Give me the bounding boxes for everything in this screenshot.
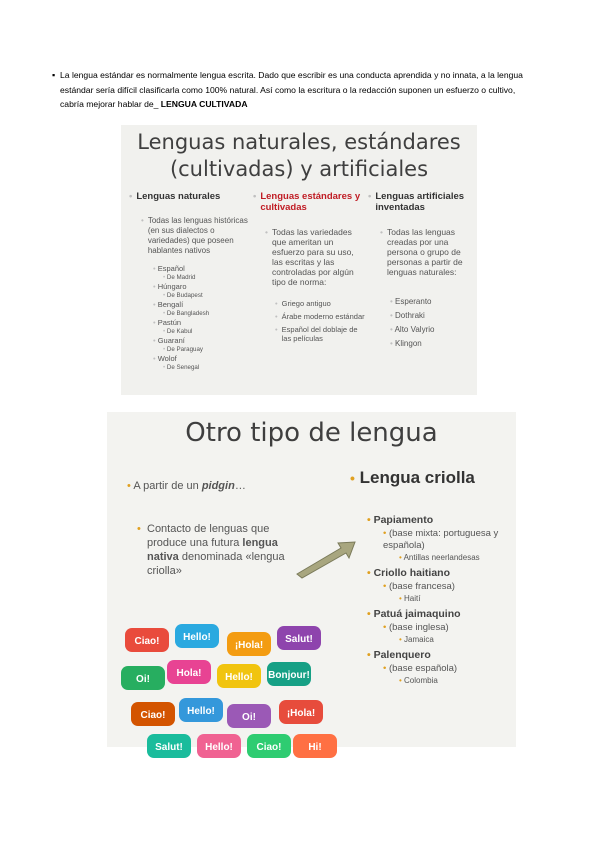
col3-items [390, 295, 474, 351]
lang-name: Húngaro [157, 282, 187, 291]
speech-bubble [147, 734, 191, 758]
pidgin-bullet: • A partir de un pidgin… [127, 480, 246, 492]
lang-item [153, 264, 254, 273]
bullet-icon: • [383, 581, 389, 592]
speech-bubble [267, 662, 311, 686]
bullet-icon: • [390, 339, 396, 348]
pidgin-suffix: … [234, 480, 246, 492]
bullet-icon: • [153, 300, 158, 309]
slide1-title-line2: (cultivadas) y artificiales [169, 157, 429, 181]
estandar-name: Español del doblaje de las películas [281, 325, 358, 343]
creole-name [367, 649, 517, 661]
artificial-item [390, 337, 474, 351]
contacto-part1: Contacto de lenguas que produce una futura [147, 523, 270, 549]
artificial-name: Dothraki [395, 311, 425, 320]
slide-otro-tipo [107, 412, 516, 753]
hello-bubbles-image [117, 622, 327, 753]
contacto-part2: denominada «lengua criolla» [147, 551, 285, 577]
contacto-text: • Contacto de lenguas que produce una futura lengua nativa denominada «lengua criolla» [137, 523, 285, 577]
artificial-name: Klingon [395, 339, 422, 348]
creole-base [383, 581, 517, 593]
bullet-icon: • [367, 514, 374, 526]
creole-place-text: Haití [404, 594, 421, 603]
bullet-icon: • [153, 264, 158, 273]
creole-base [383, 663, 517, 675]
svg-text:Hi!: Hi! [308, 742, 322, 753]
place-name: De Paraguay [166, 346, 204, 353]
speech-bubble [279, 700, 323, 724]
estandar-item [275, 325, 366, 343]
bullet-icon: • [383, 663, 389, 674]
lang-item [153, 318, 254, 327]
col1-desc: Todas las lenguas históricas (en sus dialectos o variedades) que poseen hablantes nativos [147, 216, 248, 255]
lengua-nativa: lengua nativa [147, 537, 278, 563]
pidgin-prefix: A partir de un [133, 480, 202, 492]
svg-text:Bonjour!: Bonjour! [268, 670, 310, 681]
bullet-icon: • [163, 328, 167, 335]
creole-name [367, 608, 517, 620]
svg-text:¡Hola!: ¡Hola! [234, 640, 264, 651]
lang-name: Wolof [157, 354, 177, 363]
bullet-icon: • [390, 297, 396, 306]
bullet-icon: • [163, 346, 167, 353]
svg-text:Salut!: Salut! [285, 634, 313, 645]
speech-bubble [197, 734, 241, 758]
bullet-icon: • [367, 649, 374, 661]
bullet-icon: • [163, 310, 167, 317]
place-name: De Madrid [166, 274, 196, 281]
intro-bold: LENGUA CULTIVADA [160, 99, 248, 109]
creole-name-text: Patuá jaimaquino [373, 608, 461, 620]
svg-text:Hello!: Hello! [183, 632, 211, 643]
speech-bubble [247, 734, 291, 758]
bullet-icon: • [275, 325, 278, 334]
estandar-name: Griego antiguo [281, 299, 331, 308]
speech-bubble [277, 626, 321, 650]
speech-bubble [175, 624, 219, 648]
svg-text:Hello!: Hello! [187, 706, 215, 717]
svg-text:Salut!: Salut! [155, 742, 183, 753]
col-estandares: • Lenguas estándares y cultivadas • Todas las variedades que ameritan un esfuerzo para su uso, las escritas y las controladas por algún tipo de norma: • Griego antiguo • Árabe moderno estándar • Español del doblaje de las películas [253, 191, 365, 343]
creole-name [367, 514, 517, 526]
lang-place [163, 363, 254, 372]
svg-text:Oi!: Oi! [136, 674, 150, 685]
estandar-name: Árabe moderno estándar [281, 312, 365, 321]
creole-place-text: Jamaica [404, 635, 434, 644]
lang-name: Bengalí [157, 300, 184, 309]
bullet-icon: • [399, 594, 405, 603]
speech-bubble [121, 666, 165, 690]
lengua-criolla-heading: • Lengua criolla [350, 468, 475, 487]
estandar-item [275, 299, 366, 308]
creole-place-text: Colombia [404, 676, 438, 685]
col-naturales: • Lenguas naturales • Todas las lenguas históricas (en sus dialectos o variedades) que poseen hablantes nativos • Español • De Madrid • Húngaro • De Budapest • Bengalí • De Bangladesh • Pastún • De Kabul • Guaraní • De Paraguay • Wolof • De Senegal [129, 191, 254, 372]
creoles-list [367, 514, 517, 690]
creole-base-text: (base mixta: portuguesa y española) [383, 528, 499, 551]
bullet-icon: • [390, 311, 396, 320]
bullet-icon: • [163, 292, 167, 299]
col3-heading: Lenguas artificiales inventadas [375, 191, 465, 213]
intro-text: La lengua estándar es normalmente lengua escrita. Dado que escribir es una conducta aprendida y no innata, a la lengua estándar sería difícil clasificarla como 100% natural. Así como la escritura o la redacción suponen un esfuerzo o cultivo, cabría mejorar hablar de_ [60, 70, 523, 109]
col1-items [153, 264, 254, 372]
col-artificiales: • Lenguas artificiales inventadas • Todas las lenguas creadas por una persona o grupo de personas a partir de lenguas naturales: • Esperanto • Dothraki • Alto Valyrio • Klingon [368, 191, 474, 351]
speech-bubble [217, 664, 261, 688]
artificial-name: Alto Valyrio [394, 325, 435, 334]
svg-text:¡Hola!: ¡Hola! [286, 708, 316, 719]
speech-bubble [131, 702, 175, 726]
speech-bubble [227, 704, 271, 728]
pidgin-word: pidgin [201, 480, 235, 492]
creole-name-text: Palenquero [373, 649, 431, 661]
bullet-icon: • [163, 364, 167, 371]
bullet-icon: • [153, 354, 158, 363]
bullet-icon: • [275, 312, 278, 321]
place-name: De Senegal [166, 364, 200, 371]
bullet-icon: • [367, 567, 374, 579]
bullet-icon: • [163, 274, 167, 281]
slide2-title: Otro tipo de lengua [185, 418, 438, 448]
lang-place [163, 309, 254, 318]
col3-desc: Todas las lenguas creadas por una persona o grupo de personas a partir de lenguas naturales: [386, 227, 463, 277]
criolla-heading-text: Lengua criolla [359, 468, 475, 487]
col2-desc: Todas las variedades que ameritan un esfuerzo para su uso, las escritas y las controladas por algún tipo de norma: [271, 227, 354, 287]
creole-place [399, 634, 517, 646]
col1-heading: Lenguas naturales [136, 191, 221, 202]
place-name: De Kabul [166, 328, 193, 335]
creole-name-text: Papiamento [373, 514, 434, 526]
lang-name: Español [157, 264, 185, 273]
svg-text:Hola!: Hola! [176, 668, 202, 679]
estandar-item [275, 312, 366, 321]
lang-name: Pastún [157, 318, 182, 327]
place-name: De Bangladesh [166, 310, 210, 317]
bullet-icon: • [153, 282, 158, 291]
svg-text:Hello!: Hello! [205, 742, 233, 753]
artificial-item [390, 323, 474, 337]
intro-paragraph [52, 68, 540, 112]
bullet-icon: • [383, 622, 389, 633]
bullet-icon: • [275, 299, 278, 308]
place-name: De Budapest [166, 292, 203, 299]
slide-lenguas-naturales [121, 125, 477, 395]
creole-base-text: (base española) [388, 663, 458, 674]
bullet-icon: • [153, 318, 158, 327]
artificial-item [390, 309, 474, 323]
speech-bubble [227, 632, 271, 656]
creole-base [383, 622, 517, 634]
lang-item [153, 282, 254, 291]
bullet-icon: • [367, 608, 374, 620]
speech-bubble [125, 628, 169, 652]
arrow-icon [293, 534, 363, 580]
svg-text:Ciao!: Ciao! [140, 710, 166, 721]
speech-bubble [167, 660, 211, 684]
creole-base [383, 528, 517, 552]
lang-place [163, 345, 254, 354]
creole-place-text: Antillas neerlandesas [403, 553, 480, 562]
lang-place [163, 273, 254, 282]
lang-item [153, 354, 254, 363]
creole-place [399, 552, 517, 564]
lang-item [153, 300, 254, 309]
svg-text:Oi!: Oi! [242, 712, 256, 723]
bullet-icon: ▪ [52, 70, 56, 80]
col2-items [275, 299, 366, 343]
artificial-item [390, 295, 474, 309]
slide1-title [121, 129, 477, 183]
creole-name [367, 567, 517, 579]
lang-place [163, 327, 254, 336]
lang-item [153, 336, 254, 345]
svg-text:Hello!: Hello! [225, 672, 253, 683]
creole-place [399, 675, 517, 687]
bullet-icon: • [390, 325, 395, 334]
speech-bubble [179, 698, 223, 722]
bullet-icon: • [383, 528, 389, 539]
svg-text:Ciao!: Ciao! [256, 742, 282, 753]
bullet-icon: • [399, 676, 405, 685]
artificial-name: Esperanto [395, 297, 432, 306]
slide1-title-line1: Lenguas naturales, estándares [137, 130, 461, 154]
svg-text:Ciao!: Ciao! [134, 636, 160, 647]
creole-base-text: (base francesa) [388, 581, 455, 592]
creole-name-text: Criollo haitiano [373, 567, 451, 579]
bullet-icon: • [399, 553, 404, 562]
bullet-icon: • [153, 336, 158, 345]
speech-bubble [293, 734, 337, 758]
bullet-icon: • [399, 635, 405, 644]
creole-place [399, 593, 517, 605]
lang-place [163, 291, 254, 300]
creole-base-text: (base inglesa) [388, 622, 449, 633]
lang-name: Guaraní [157, 336, 185, 345]
col2-heading: Lenguas estándares y cultivadas [260, 191, 361, 213]
